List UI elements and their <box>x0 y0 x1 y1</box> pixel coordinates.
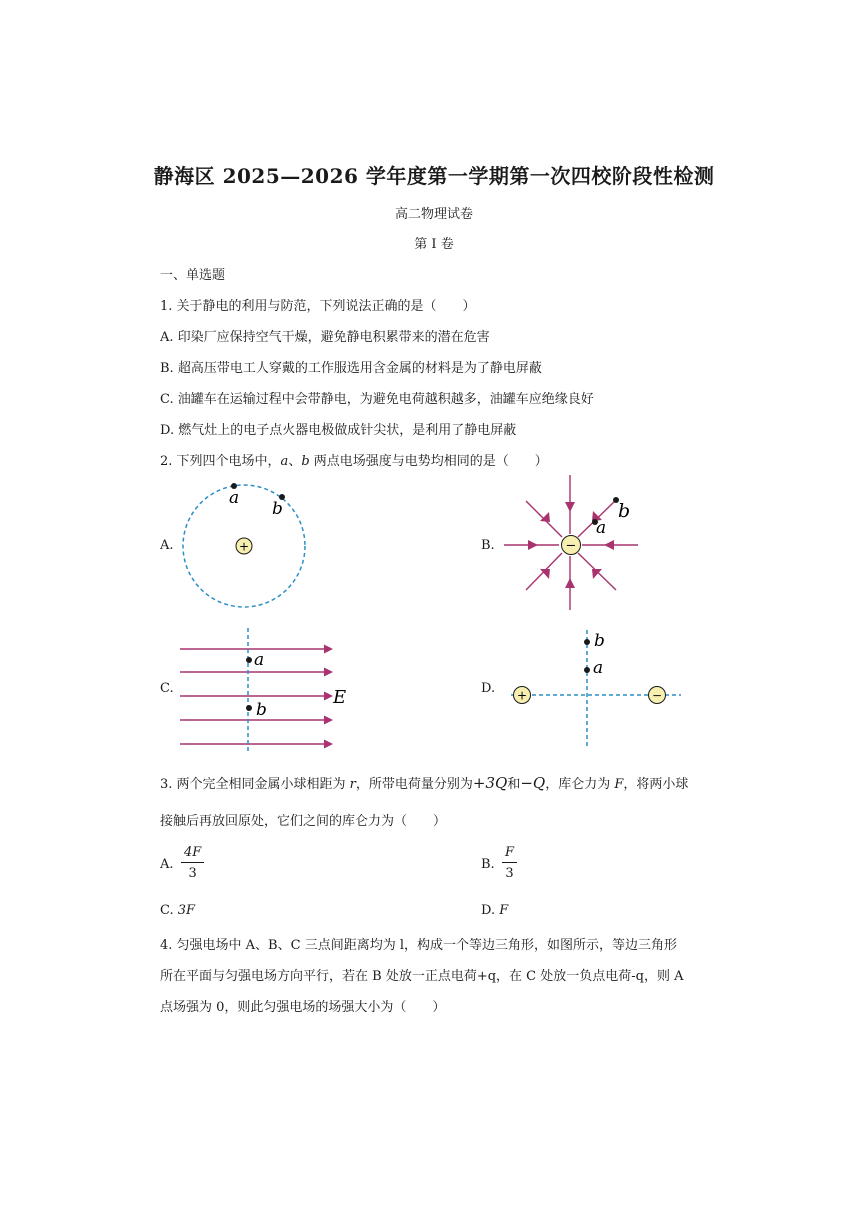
q1-stem: 1. 关于静电的利用与防范，下列说法正确的是（ ） <box>160 299 476 314</box>
q3-option-a-fraction <box>181 845 204 881</box>
point-b-dot <box>246 705 252 711</box>
minus-sign: − <box>565 538 577 554</box>
exam-title: 静海区 2025—2026 学年度第一学期第一次四校阶段性检测 <box>153 164 715 188</box>
arrow-n <box>565 502 575 512</box>
q2-stem-post: 两点电场强度与电势均相同的是（ ） <box>309 454 548 469</box>
arrow-s <box>565 578 575 588</box>
q3-option-a-label: A. <box>160 857 174 872</box>
arrowhead-5 <box>324 740 333 749</box>
q2-var-a: a <box>280 454 289 469</box>
q3-var-r: r <box>349 777 356 792</box>
plus-sign: + <box>238 539 250 554</box>
arrow-e <box>604 540 614 550</box>
field-label-e: E <box>333 687 347 708</box>
q3-option-c <box>160 903 195 918</box>
q2-label-c: C. <box>160 681 174 696</box>
arrowhead-2 <box>324 668 333 677</box>
point-a-label: a <box>254 650 265 670</box>
point-b-label: b <box>256 700 267 720</box>
q3-var-f: F <box>614 777 624 792</box>
plus-sign: + <box>516 688 528 703</box>
q4-line1: 4. 匀强电场中 A、B、C 三点间距离均为 l，构成一个等边三角形，如图所示，等边三角形 <box>160 938 677 953</box>
q3-option-b-label: B. <box>481 857 495 872</box>
arrow-w <box>528 540 538 550</box>
section-heading: 一、单选题 <box>160 268 226 283</box>
minus-sign: − <box>651 688 663 703</box>
q3-option-b-num: F <box>502 845 517 863</box>
point-a-label: a <box>229 488 240 508</box>
q3-stem-line2: 接触后再放回原处，它们之间的库仑力为（ ） <box>160 814 447 829</box>
q3-option-d-text: F <box>499 903 509 918</box>
q2-diagram-d <box>505 626 685 750</box>
point-a-dot <box>246 657 252 663</box>
q1-option-a: A. 印染厂应保持空气干燥，避免静电积累带来的潜在危害 <box>160 330 490 345</box>
point-b-label: b <box>594 631 605 651</box>
q2-stem-pre: 2. 下列四个电场中， <box>160 454 281 469</box>
q3-option-d-label: D. <box>481 903 496 918</box>
arrowhead-1 <box>324 645 333 654</box>
point-a-label: a <box>596 518 607 538</box>
point-a-dot <box>584 667 590 673</box>
q3-mid2: ，库仑力为 <box>545 777 615 792</box>
q3-stem-line1 <box>160 773 688 792</box>
q3-mid: ，所带电荷量分别为 <box>355 777 473 792</box>
q1-option-d: D. 燃气灶上的电子点火器电极做成针尖状，是利用了静电屏蔽 <box>160 423 517 438</box>
q2-label-a: A. <box>160 538 174 553</box>
q4-line2: 所在平面与匀强电场方向平行，若在 B 处放一正点电荷+q，在 C 处放一负点电荷-q，则 A <box>160 969 684 984</box>
q2-diagram-c <box>178 626 358 754</box>
q3-option-a-den: 3 <box>188 866 197 881</box>
q3-option-c-label: C. <box>160 903 174 918</box>
exam-subtitle: 高二物理试卷 <box>394 207 473 222</box>
q3-charge2: −Q <box>520 774 546 792</box>
q3-and: 和 <box>507 777 521 792</box>
q4-line3: 点场强为 0，则此匀强电场的场强大小为（ ） <box>160 1000 446 1015</box>
q3-option-b-fraction <box>502 845 517 881</box>
q3-charge1: +3Q <box>472 774 508 792</box>
q1-option-c: C. 油罐车在运输过程中会带静电，为避免电荷越积越多，油罐车应绝缘良好 <box>160 392 594 407</box>
q2-sep: 、 <box>288 454 302 469</box>
q2-label-b: B. <box>481 538 495 553</box>
q2-var-b: b <box>301 454 310 469</box>
point-a-label: a <box>593 658 604 678</box>
q3-post: ，将两小球 <box>623 777 689 792</box>
q3-pre: 3. 两个完全相同金属小球相距为 <box>160 777 350 792</box>
arrowhead-4 <box>324 716 333 725</box>
q2-diagram-b <box>500 472 645 617</box>
arrowhead-3 <box>324 692 333 701</box>
q3-option-c-text: 3F <box>177 903 196 918</box>
q3-option-b-den: 3 <box>505 866 514 881</box>
q2-stem <box>160 450 548 469</box>
q2-diagram-a <box>178 476 313 612</box>
point-b-dot <box>584 639 590 645</box>
point-b-label: b <box>272 499 283 519</box>
point-b-label: b <box>618 500 631 522</box>
q3-option-a-num: 4F <box>181 845 204 863</box>
q2-label-d: D. <box>481 681 496 696</box>
volume-label: 第 I 卷 <box>414 237 454 252</box>
q1-option-b: B. 超高压带电工人穿戴的工作服选用含金属的材料是为了静电屏蔽 <box>160 361 542 376</box>
q3-option-d <box>481 903 508 918</box>
